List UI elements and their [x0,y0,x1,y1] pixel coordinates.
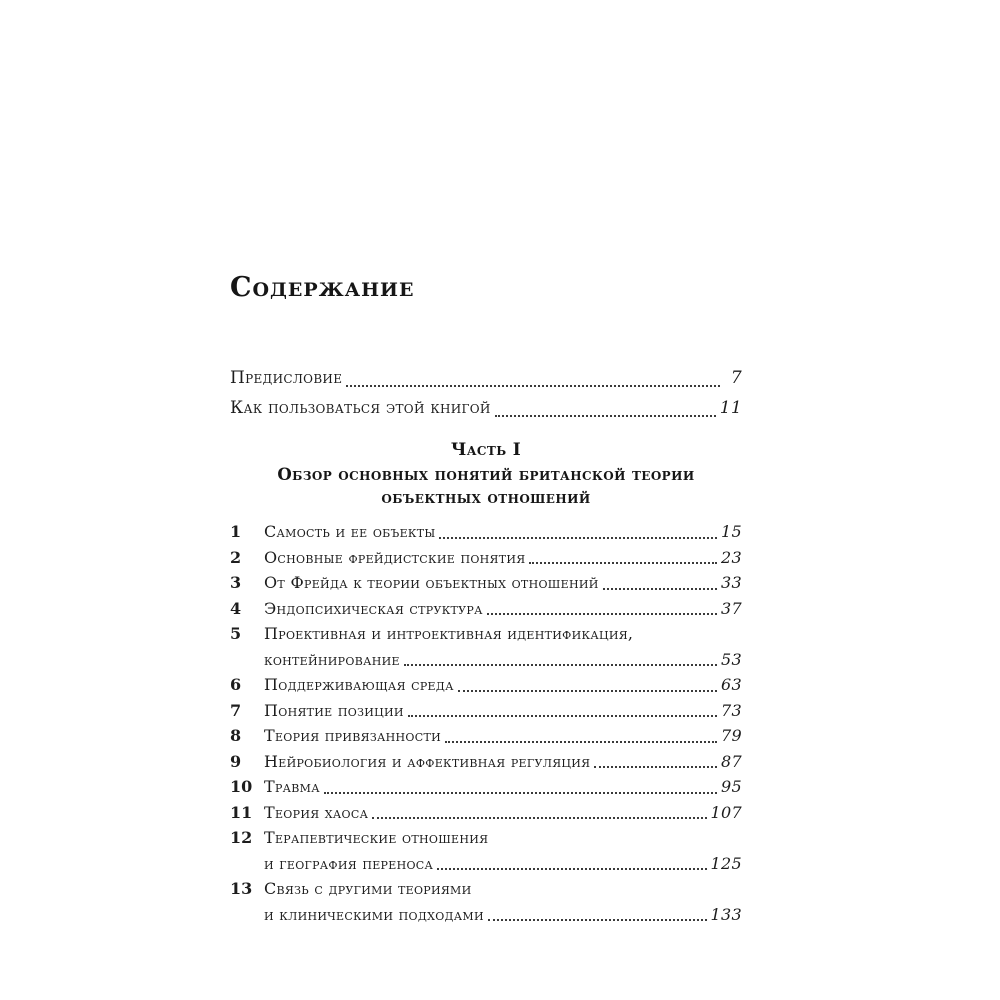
chapter-entry [230,749,742,775]
dot-leader [372,817,706,819]
dot-leader [445,741,717,743]
chapter-number: 5 [230,624,242,643]
toc-entry-label: Предисловие [230,368,343,388]
chapter-number: 6 [230,675,242,694]
chapter-line [264,902,742,928]
chapter-title: Теория привязанности [264,726,441,745]
chapter-entry [230,723,742,749]
chapter-body [264,749,742,775]
chapter-title: Связь с другими теориями [264,879,472,898]
chapter-page: 107 [710,802,742,822]
chapter-line [264,825,742,851]
chapter-entry [230,545,742,571]
dot-leader [495,415,716,417]
chapter-entry [230,570,742,596]
chapter-title: Нейробиология и аффективная регуляция [264,751,591,771]
dot-leader [603,588,717,590]
chapter-title: и география переноса [264,853,434,873]
toc-page [230,272,742,927]
dot-leader [487,613,717,615]
chapter-number: 12 [230,828,253,847]
toc-entry-page: 7 [730,368,742,388]
chapter-page: 133 [710,904,742,924]
toc-entry-page: 11 [719,398,742,418]
part-heading [230,437,742,509]
chapter-line [264,545,742,571]
chapter-line [264,621,742,647]
chapter-line [264,672,742,698]
chapter-entry [230,774,742,800]
chapter-body [264,672,742,698]
chapter-body [264,876,742,927]
chapter-title: От Фрейда к теории объектных отношений [264,573,599,592]
dot-leader [488,919,707,921]
chapter-number: 4 [230,598,242,618]
chapter-line [264,800,742,826]
chapter-body [264,723,742,749]
chapter-line [264,774,742,800]
chapter-entry [230,519,742,545]
part-label: Часть I [450,440,522,460]
toc-entry [230,393,742,423]
chapter-title: Основные фрейдистские понятия [264,547,526,567]
chapter-body [264,825,742,876]
chapter-number: 2 [230,547,242,567]
chapter-line [264,570,742,596]
chapter-title: Самость и ее объекты [264,522,436,541]
chapter-page: 63 [721,675,742,694]
chapter-body [264,596,742,622]
dot-leader [408,715,717,717]
chapter-number: 10 [230,777,253,796]
chapter-page: 15 [721,522,742,541]
toc-entry [230,363,742,393]
chapter-number: 11 [230,802,253,822]
chapter-entry [230,672,742,698]
chapter-page: 53 [721,649,742,669]
chapter-line [264,749,742,775]
dot-leader [324,792,717,794]
dot-leader [458,690,717,692]
chapter-title: и клиническими подходами [264,904,484,924]
chapter-body [264,774,742,800]
chapter-number: 13 [230,879,253,898]
dot-leader [346,385,720,387]
chapter-entry [230,698,742,724]
chapter-entry [230,876,742,927]
chapter-page: 73 [721,700,742,720]
chapter-page: 95 [721,777,742,796]
chapter-entry [230,596,742,622]
chapter-number: 1 [230,522,242,541]
dot-leader [594,766,717,768]
chapter-body [264,570,742,596]
chapter-line [264,851,742,877]
toc-entry-label: Как пользоваться этой книгой [230,398,491,418]
chapter-line [264,647,742,673]
chapter-title: Травма [264,777,320,796]
chapter-line [264,723,742,749]
chapter-line [264,596,742,622]
chapter-title: Поддерживающая среда [264,675,454,694]
front-matter-list [230,363,742,423]
chapter-page: 33 [721,573,742,592]
chapter-line [264,519,742,545]
chapter-body [264,519,742,545]
chapter-page: 87 [721,751,742,771]
part-title-line-1: Обзор основных понятий британской теории [277,465,695,484]
dot-leader [529,562,717,564]
chapter-title: Теория хаоса [264,802,369,822]
part-title-line-2: объектных отношений [381,488,591,507]
chapter-page: 125 [710,853,742,873]
chapter-title: контейнирование [264,649,400,669]
chapter-entry [230,825,742,876]
page-title: Содержание [230,272,415,303]
dot-leader [439,537,717,539]
dot-leader [437,868,706,870]
chapter-title: Понятие позиции [264,700,404,720]
chapter-body [264,621,742,672]
chapter-title: Терапевтические отношения [264,828,489,847]
chapter-body [264,800,742,826]
chapter-page: 79 [721,726,742,745]
chapter-line [264,876,742,902]
chapter-page: 37 [721,598,742,618]
chapter-title: Проективная и интроективная идентификация, [264,624,634,643]
chapter-line [264,698,742,724]
dot-leader [404,664,717,666]
chapter-entry [230,800,742,826]
chapter-entry [230,621,742,672]
chapter-body [264,545,742,571]
chapter-page: 23 [721,547,742,567]
chapter-list [230,519,742,927]
chapter-title: Эндопсихическая структура [264,598,483,618]
chapter-number: 9 [230,751,242,771]
chapter-number: 7 [230,700,242,720]
chapter-body [264,698,742,724]
chapter-number: 3 [230,573,242,592]
chapter-number: 8 [230,726,242,745]
